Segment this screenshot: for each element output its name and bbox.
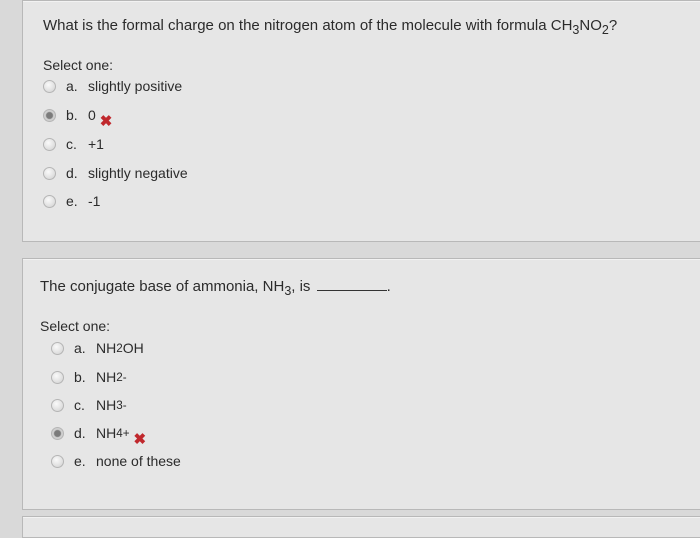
option-sub: 2 [116,370,123,384]
radio-button[interactable] [43,138,56,151]
option-sup: + [122,426,130,440]
incorrect-x-icon: ✖ [133,431,147,448]
question-2-sub: 3 [284,284,292,298]
option-sup: - [122,370,127,384]
question-1-sub1: 3 [572,23,580,37]
option-text: slightly negative [88,165,188,181]
option-formula: NH [96,340,117,356]
option-text: none of these [96,453,181,469]
option-sub: 3 [116,398,123,412]
radio-button[interactable] [51,455,64,468]
option-sup: - [122,398,127,412]
q1-option-a[interactable] [43,75,182,97]
answer-blank [317,278,387,291]
q1-option-e[interactable] [43,190,100,212]
radio-button[interactable] [51,399,64,412]
question-1-sub2: 2 [601,23,609,37]
q2-option-d[interactable] [51,422,147,448]
radio-button-selected[interactable] [43,109,56,122]
question-1-select-label: Select one: [43,57,114,73]
question-1-text-main: What is the formal charge on the nitrogen atom of the molecule with formula CH [43,17,573,34]
option-letter: b. [66,107,78,123]
option-letter: e. [74,453,86,469]
option-letter: a. [66,78,78,94]
radio-button[interactable] [43,80,56,93]
option-formula-rest: OH [122,340,144,356]
option-formula: NH [96,397,117,413]
q2-option-a[interactable] [51,337,144,359]
option-letter: e. [66,193,78,209]
question-2-text [40,278,391,300]
q2-option-c[interactable] [51,394,127,416]
option-letter: d. [74,425,86,441]
question-2-panel [22,258,700,510]
radio-button[interactable] [51,342,64,355]
question-2-select-label: Select one: [40,318,111,334]
option-formula: NH [96,425,117,441]
question-2-text-main: The conjugate base of ammonia, NH [40,278,285,295]
q2-option-e[interactable] [51,450,181,472]
option-text: -1 [88,193,101,209]
question-1-text-end: ? [608,17,618,34]
question-1-panel [22,0,700,242]
option-letter: d. [66,165,78,181]
option-sub: 4 [116,426,123,440]
radio-button[interactable] [43,167,56,180]
option-letter: c. [66,136,77,152]
option-formula: NH [96,369,117,385]
radio-button[interactable] [51,371,64,384]
incorrect-x-icon: ✖ [99,113,113,130]
option-letter: a. [74,340,86,356]
option-sub: 2 [116,341,123,355]
q1-option-d[interactable] [43,162,188,184]
question-1-text [43,17,617,39]
question-2-text-tail: , is [291,278,311,295]
question-3-panel-partial [22,516,700,538]
radio-button-selected[interactable] [51,427,64,440]
question-1-text-mid: NO [579,17,602,34]
option-letter: b. [74,369,86,385]
q1-option-c[interactable] [43,133,104,155]
q2-option-b[interactable] [51,366,127,388]
radio-button[interactable] [43,195,56,208]
q1-option-b[interactable] [43,104,113,130]
option-text: +1 [88,136,104,152]
option-text: 0 [88,107,96,123]
option-letter: c. [74,397,85,413]
option-text: slightly positive [88,78,183,94]
question-2-period: . [386,278,391,295]
